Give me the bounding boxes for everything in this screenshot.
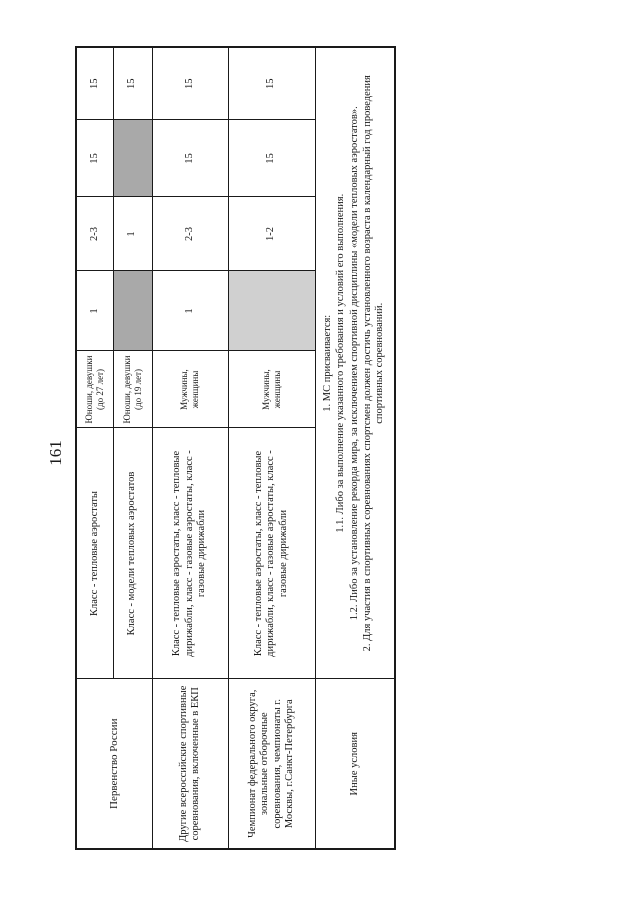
condition-line: 1.1. Либо за выполнение указанного требования и условий его выполнения. — [335, 193, 347, 533]
shaded-cell — [113, 271, 152, 351]
value-cell: 15 — [152, 47, 228, 120]
gender-age-cell: Мужчины, женщины — [228, 351, 315, 428]
value-cell: 1-2 — [228, 197, 315, 271]
value-cell: 15 — [228, 120, 315, 197]
event-cell: Первенство России — [76, 679, 152, 849]
value-cell: 15 — [113, 47, 152, 120]
value-cell: 15 — [76, 120, 113, 197]
norms-table — [75, 46, 396, 850]
gender-age-cell: Юноши, девушки (до 27 лет) — [76, 351, 113, 428]
value-cell: 2-3 — [152, 197, 228, 271]
shaded-cell — [228, 271, 315, 351]
gender-age-cell: Мужчины, женщины — [152, 351, 228, 428]
value-cell: 1 — [113, 197, 152, 271]
table-row — [76, 47, 113, 849]
class-cell: Класс - тепловые аэростаты, класс - тепловые дирижабли, класс - газовые аэростаты, класс - газовые дирижабли — [152, 428, 228, 679]
event-cell: Чемпионат федерального округа, зональные отборочные соревнования, чемпионаты г. Москвы, г.Санкт-Петербурга — [228, 679, 315, 849]
value-cell: 15 — [76, 47, 113, 120]
gender-age-cell: Юноши, девушки (до 19 лет) — [113, 351, 152, 428]
table-row — [315, 47, 395, 849]
value-cell: 15 — [228, 47, 315, 120]
condition-line: 1.2. Либо за установление рекорда мира, за исключением спортивной дисциплины «модели тепловых аэростатов». — [348, 106, 360, 621]
class-cell: Класс - тепловые аэростаты — [76, 428, 113, 679]
value-cell: 15 — [152, 120, 228, 197]
condition-line: 1. МС присваивается: — [321, 314, 333, 412]
norms-table-rotated — [75, 48, 394, 850]
value-cell: 1 — [152, 271, 228, 351]
class-cell: Класс - модели тепловых аэростатов — [113, 428, 152, 679]
shaded-cell — [113, 120, 152, 197]
value-cell: 1 — [76, 271, 113, 351]
event-cell: Другие всероссийские спортивные соревнования, включенные в ЕКП — [152, 679, 228, 849]
page-number: 161 — [46, 440, 65, 466]
value-cell: 2-3 — [76, 197, 113, 271]
other-conditions-text — [315, 47, 395, 679]
class-cell: Класс - тепловые аэростаты, класс - тепловые дирижабли, класс - газовые аэростаты, класс - газовые дирижабли — [228, 428, 315, 679]
other-conditions-label: Иные условия — [315, 679, 395, 849]
table-row — [228, 47, 315, 849]
condition-line: 2. Для участия в спортивных соревнованиях спортсмен должен достичь установленного возраста в календарный год проведения спортивных соревнований. — [361, 75, 386, 652]
table-row — [152, 47, 228, 849]
